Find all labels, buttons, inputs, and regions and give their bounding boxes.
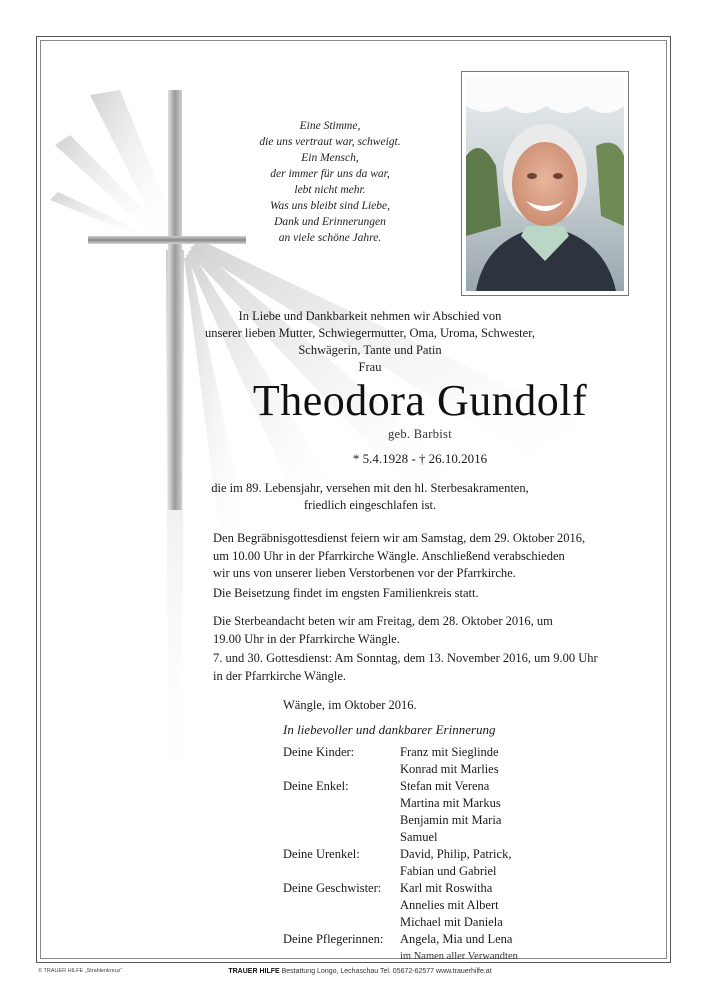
mourner-names bbox=[400, 880, 623, 931]
mourner-group bbox=[283, 744, 623, 778]
funeral-line: Den Begräbnisgottesdienst feiern wir am Samstag, dem 29. Oktober 2016, bbox=[213, 531, 586, 545]
footer-brand: TRAUER HILFE bbox=[228, 968, 280, 975]
vigil-line: 19.00 Uhr in der Pfarrkirche Wängle. bbox=[213, 631, 400, 646]
mourner-name-line: Michael mit Daniela bbox=[400, 915, 503, 929]
poem-line: die uns vertraut war, schweigt. bbox=[259, 136, 401, 148]
place-date: Wängle, im Oktober 2016. bbox=[283, 698, 417, 712]
cross-vertical-bar bbox=[168, 90, 182, 510]
masses-paragraph bbox=[213, 650, 633, 685]
masses-line: 7. und 30. Gottesdienst: Am Sonntag, dem 13. November 2016, um 9.00 Uhr bbox=[213, 651, 598, 665]
intro-text bbox=[200, 308, 540, 376]
mourner-group-label: Deine Pflegerinnen: bbox=[283, 932, 384, 946]
mourner-group-label: Deine Urenkel: bbox=[283, 847, 360, 861]
burial-paragraph bbox=[213, 585, 633, 603]
mourner-group bbox=[283, 778, 623, 846]
poem-line: lebt nicht mehr. bbox=[294, 184, 366, 196]
mourner-names bbox=[400, 744, 623, 778]
maiden-name: geb. Barbist bbox=[387, 427, 452, 441]
mourner-group-label: Deine Geschwister: bbox=[283, 881, 382, 895]
mourner-names bbox=[400, 846, 623, 880]
mourner-name-line: Franz mit Sieglinde bbox=[400, 745, 499, 759]
poem-line: Ein Mensch, bbox=[301, 152, 359, 164]
mourner-name-line: Martina mit Markus bbox=[400, 796, 501, 810]
vigil-line: Die Sterbeandacht beten wir am Freitag, dem 28. Oktober 2016, um bbox=[213, 614, 553, 628]
intro-line: Schwägerin, Tante und Patin bbox=[298, 343, 442, 357]
vigil-paragraph bbox=[213, 613, 633, 648]
poem-line: an viele schöne Jahre. bbox=[278, 232, 382, 244]
poem-line: Was uns bleibt sind Liebe, bbox=[269, 200, 390, 212]
portrait-image bbox=[466, 76, 624, 291]
funeral-line: um 10.00 Uhr in der Pfarrkirche Wängle. Anschließend verabschieden bbox=[213, 548, 565, 563]
memory-line: In liebevoller und dankbarer Erinnerung bbox=[283, 722, 496, 737]
mourner-name-line: Stefan mit Verena bbox=[400, 779, 490, 793]
poem-line: der immer für uns da war, bbox=[270, 168, 390, 180]
mourner-names bbox=[400, 931, 623, 965]
cross-horizontal-bar bbox=[88, 236, 246, 244]
intro-line: In Liebe und Dankbarkeit nehmen wir Abschied von bbox=[238, 309, 502, 323]
mourner-name-line: Fabian und Gabriel bbox=[400, 864, 497, 878]
poem-line: Eine Stimme, bbox=[299, 120, 361, 132]
mourner-name-line: Karl mit Roswitha bbox=[400, 881, 493, 895]
death-note-line: die im 89. Lebensjahr, versehen mit den hl. Sterbesakramenten, bbox=[211, 481, 529, 495]
burial-line: Die Beisetzung findet im engsten Familienkreis statt. bbox=[213, 586, 479, 600]
mourner-name-line: David, Philip, Patrick, bbox=[400, 847, 512, 861]
mourner-names bbox=[400, 778, 623, 846]
intro-line: Frau bbox=[358, 360, 382, 374]
intro-line: unserer lieben Mutter, Schwiegermutter, Oma, Uroma, Schwester, bbox=[205, 326, 535, 340]
mourner-name-line: Annelies mit Albert bbox=[400, 898, 499, 912]
mourner-group bbox=[283, 846, 623, 880]
footer-details: Bestattung Longo, Lechaschau Tel. 05672-62577 www.trauerhilfe.at bbox=[281, 968, 492, 975]
deceased-name: Theodora Gundolf bbox=[252, 376, 588, 425]
funeral-line: wir uns von unserer lieben Verstorbenen vor der Pfarrkirche. bbox=[213, 566, 516, 580]
death-note bbox=[200, 480, 540, 514]
funeral-paragraph bbox=[213, 530, 633, 583]
mourner-name-line: Angela, Mia und Lena bbox=[400, 932, 513, 946]
copyright-note: © TRAUER HILFE „Strahlenkreuz“ bbox=[38, 968, 123, 974]
mourner-group-label: Deine Kinder: bbox=[283, 745, 355, 759]
mourner-name-line: Konrad mit Marlies bbox=[400, 762, 499, 776]
poem bbox=[245, 118, 415, 246]
mourners-list bbox=[283, 744, 623, 965]
masses-line: in der Pfarrkirche Wängle. bbox=[213, 668, 347, 683]
death-note-line: friedlich eingeschlafen ist. bbox=[303, 498, 437, 512]
mourner-group-label: Deine Enkel: bbox=[283, 779, 349, 793]
footer bbox=[200, 968, 520, 975]
poem-line: Dank und Erinnerungen bbox=[274, 216, 386, 228]
mourner-group bbox=[283, 880, 623, 931]
mourner-name-line: Benjamin mit Maria bbox=[400, 813, 502, 827]
portrait-photo bbox=[461, 71, 629, 296]
signature-line: im Namen aller Verwandten bbox=[400, 951, 518, 962]
life-dates: * 5.4.1928 - † 26.10.2016 bbox=[352, 451, 488, 466]
mourner-name-line: Samuel bbox=[400, 830, 438, 844]
mourner-group bbox=[283, 931, 623, 965]
